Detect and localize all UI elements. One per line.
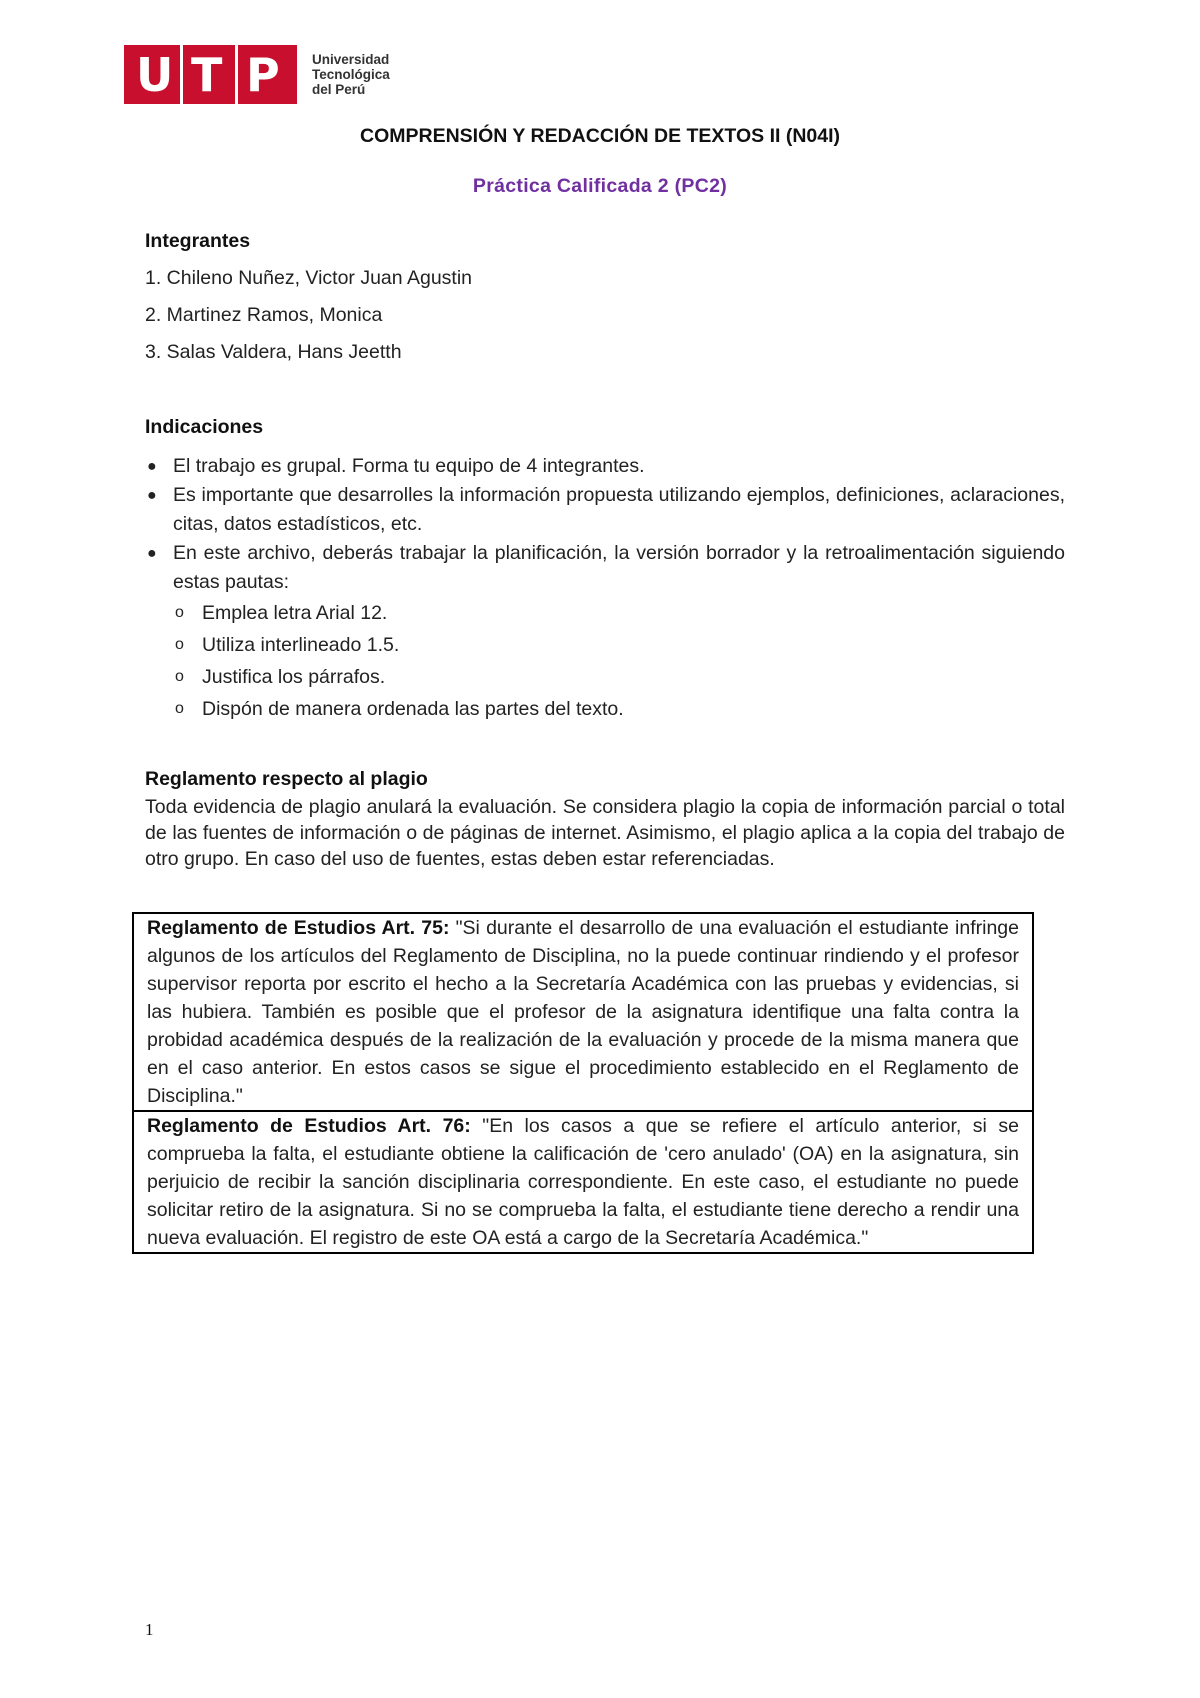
- logo-name-line: del Perú: [312, 82, 366, 97]
- plagio-paragraph: Toda evidencia de plagio anulará la evaluación. Se considera plagio la copia de información parcial o total de las fuentes de información o de páginas de internet. Asimismo, el plagio aplica a la copia del trabajo de otro grupo. En caso del uso de fuentes, estas deben estar referenciadas.: [145, 796, 1065, 870]
- sub-list-item: o Emplea letra Arial 12.: [145, 597, 1065, 629]
- document-subtitle: Práctica Calificada 2 (PC2): [472, 175, 728, 197]
- article-text: "En los casos a que se refiere el artículo anterior, si se comprueba la falta, el estudiante obtiene la calificación de 'cero anulado' (OA) en la asignatura, sin perjuicio de recibir la sanción disciplinaria correspondiente. En este caso, el estudiante no puede solicitar retiro de la asignatura. Si no se comprueba la falta, el estudiante tiene derecho a rendir una nueva evaluación. El registro de este OA está a cargo de la Secretaría Académica.": [147, 1115, 1019, 1249]
- reglamento-art-76: [134, 1110, 1032, 1252]
- article-text: "Si durante el desarrollo de una evaluación el estudiante infringe algunos de los artículos del Reglamento de Disciplina, no la puede continuar rindiendo y el profesor supervisor reporta por escrito el hecho a la Secretaría Académica con las pruebas y evidencias, si las hubiera. También es posible que el profesor de la asignatura identifique una falta contra la probidad académica después de la realización de la evaluación y procede de la misma manera que en el caso anterior. En estos casos se sigue el procedimiento establecido en el Reglamento de Disciplina.": [147, 917, 1019, 1107]
- indicaciones-heading: Indicaciones: [145, 416, 264, 438]
- member-item: 3. Salas Valdera, Hans Jeetth: [145, 341, 402, 363]
- logo-university-name: [312, 52, 390, 97]
- logo-name-line: Tecnológica: [312, 67, 390, 82]
- page-number: 1: [145, 1620, 154, 1639]
- bullet-icon: ●: [147, 545, 157, 562]
- sub-list-item: o Utiliza interlineado 1.5.: [145, 629, 1065, 661]
- member-item: 2. Martinez Ramos, Monica: [145, 304, 383, 326]
- list-item: ● En este archivo, deberás trabajar la planificación, la versión borrador y la retroalimentación siguiendo estas pautas:: [145, 539, 1065, 597]
- sub-list-item: o Justifica los párrafos.: [145, 661, 1065, 693]
- document-title: COMPRENSIÓN Y REDACCIÓN DE TEXTOS II (N04I): [360, 125, 840, 147]
- circle-bullet-icon: o: [175, 700, 184, 717]
- list-item: ● El trabajo es grupal. Forma tu equipo de 4 integrantes.: [145, 452, 1065, 481]
- sub-list-item: o Dispón de manera ordenada las partes del texto.: [145, 693, 1065, 725]
- indicaciones-list: [145, 452, 1065, 725]
- logo-letter-u: U: [136, 48, 174, 102]
- plagio-heading: Reglamento respecto al plagio: [145, 768, 428, 790]
- logo-letter-t: T: [191, 48, 223, 102]
- utp-logo: [124, 45, 390, 104]
- utp-logo-mark: [124, 45, 297, 104]
- bullet-icon: ●: [147, 458, 157, 475]
- logo-letter-p: P: [246, 48, 280, 102]
- member-item: 1. Chileno Nuñez, Victor Juan Agustin: [145, 267, 473, 289]
- article-label: Reglamento de Estudios Art. 76:: [147, 1115, 471, 1137]
- list-item: ● Es importante que desarrolles la información propuesta utilizando ejemplos, definiciones, aclaraciones, citas, datos estadísticos, etc.: [145, 481, 1065, 539]
- circle-bullet-icon: o: [175, 636, 184, 653]
- circle-bullet-icon: o: [175, 604, 184, 621]
- article-label: Reglamento de Estudios Art. 75:: [147, 917, 450, 939]
- logo-name-line: Universidad: [312, 52, 390, 67]
- reglamento-art-75: [134, 914, 1032, 1110]
- reglamento-table: [132, 912, 1034, 1254]
- bullet-icon: ●: [147, 487, 157, 504]
- circle-bullet-icon: o: [175, 668, 184, 685]
- integrantes-heading: Integrantes: [145, 230, 251, 252]
